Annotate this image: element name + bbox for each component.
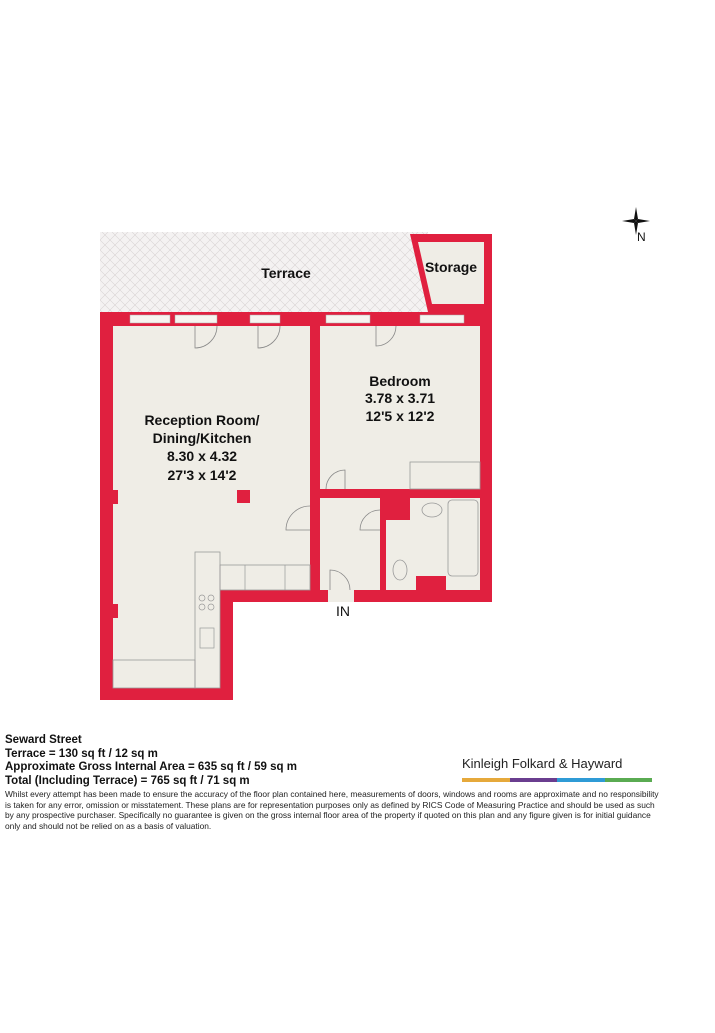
bedroom-imperial: 12'5 x 12'2: [365, 408, 435, 424]
wall-column: [416, 576, 446, 594]
terrace-label: Terrace: [261, 265, 311, 281]
entrance-gap: [328, 590, 354, 602]
wall-column: [100, 604, 118, 618]
brand-bar-segment: [605, 778, 653, 782]
property-title: Seward Street: [5, 734, 82, 746]
reception-floor: [113, 326, 310, 688]
storage-label: Storage: [424, 259, 478, 275]
disclaimer-text: Whilst every attempt has been made to ensure the accuracy of the floor plan contained here, measurements of doors, windows and rooms are approximate and no responsibility is taken for any error, omission or misstatement. These plans are for representation purposes only as defined by RICS Code of Measuring Practice and should be used as such by any prospective purchaser. Specifically no guarantee is given on the gross internal floor area of the property if quoted on this plan and any figure given is for initial guidance only and should not be relied on as a basis of valuation.: [5, 789, 659, 831]
terrace-area-text: Terrace = 130 sq ft / 12 sq m: [5, 747, 158, 760]
reception-label-line2: Dining/Kitchen: [152, 430, 252, 446]
brand-bar-segment: [510, 778, 558, 782]
reception-metric: 8.30 x 4.32: [166, 448, 238, 464]
compass-north-label: N: [637, 230, 646, 244]
window: [130, 315, 170, 323]
bedroom-label: Bedroom: [369, 373, 431, 389]
property-info: [5, 734, 335, 788]
window: [250, 315, 280, 323]
total-area-text: Total (Including Terrace) = 765 sq ft / 71 sq m: [5, 774, 250, 787]
brand-color-bar: [462, 778, 652, 782]
window: [326, 315, 370, 323]
wall-column: [100, 490, 118, 504]
compass-rose-icon: [620, 198, 652, 244]
bedroom-metric: 3.78 x 3.71: [364, 390, 436, 406]
wall-column: [237, 490, 250, 503]
entrance-label: IN: [336, 603, 350, 619]
window: [420, 315, 464, 323]
reception-label-line1: Reception Room/: [144, 412, 260, 428]
window: [175, 315, 217, 323]
gross-area-text: Approximate Gross Internal Area = 635 sq ft / 59 sq m: [5, 761, 297, 773]
reception-imperial: 27'3 x 14'2: [167, 467, 237, 483]
wall-column: [386, 498, 410, 520]
brand-bar-segment: [462, 778, 510, 782]
brand-name: Kinleigh Folkard & Hayward: [462, 756, 623, 771]
brand-bar-segment: [557, 778, 605, 782]
